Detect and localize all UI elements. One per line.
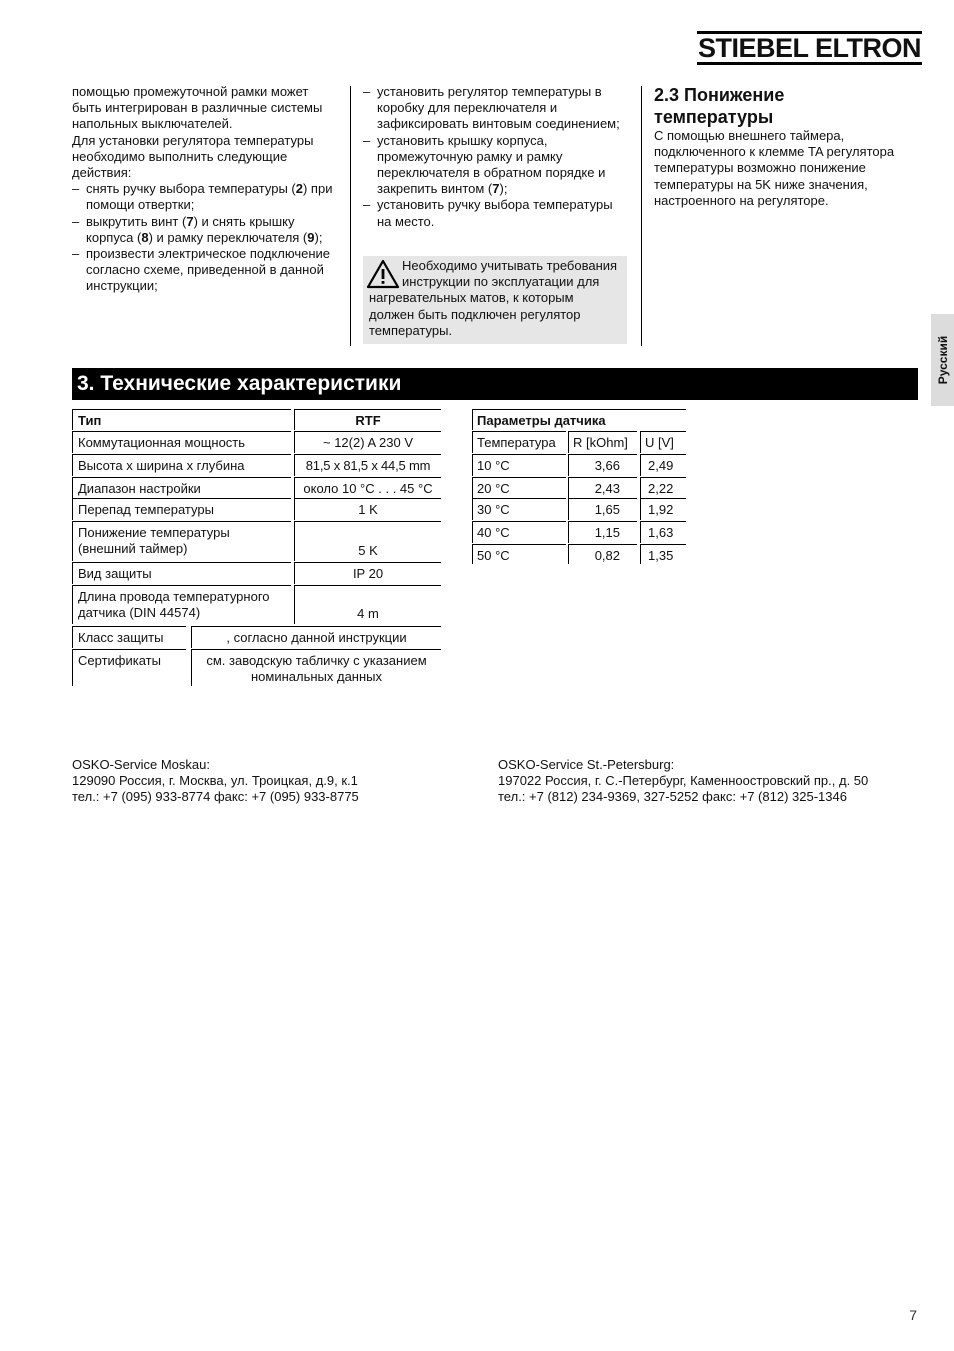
- spec-row-value: ~ 12(2) A 230 V: [294, 431, 441, 453]
- sensor-cell: 2,49: [640, 454, 686, 476]
- spec-header-label: Тип: [72, 409, 291, 430]
- sensor-column-header: U [V]: [640, 431, 686, 453]
- section-heading-2-3: 2.3 Понижение температуры: [654, 85, 785, 127]
- sensor-cell: 50 °C: [472, 544, 566, 564]
- sensor-column-header: Температура: [472, 431, 566, 453]
- contact-address: 129090 Россия, г. Москва, ул. Троицкая, д.9, к.1: [72, 773, 358, 789]
- contact-st-petersburg: [498, 757, 868, 806]
- spec-row-label: Коммутационная мощность: [72, 431, 291, 453]
- spec-row-label: Вид защиты: [72, 562, 291, 584]
- contact-phone: тел.: +7 (812) 234-9369, 327-5252 факс: +7 (812) 325-1346: [498, 789, 847, 805]
- list-item: – установить крышку корпуса, промежуточную рамку и рамку переключателя в обратном порядке и закрепить винтом (7);: [363, 133, 629, 198]
- list-item: – произвести электрическое подключение согласно схеме, приведенной в данной инструкции;: [72, 246, 340, 295]
- spec-row-label: Высота x ширина x глубина: [72, 454, 291, 476]
- col1-paragraph-2: Для установки регулятора температуры необходимо выполнить следующие действия:: [72, 132, 314, 181]
- language-tab: Русский: [931, 314, 954, 406]
- sensor-cell: 3,66: [568, 454, 637, 476]
- sensor-cell: 2,43: [568, 477, 637, 499]
- column-3: [654, 84, 918, 209]
- spec-row-value: около 10 °C . . . 45 °C: [294, 477, 441, 499]
- sensor-cell: 30 °C: [472, 498, 566, 520]
- sensor-table-title: Параметры датчика: [472, 409, 686, 430]
- sensor-cell: 2,22: [640, 477, 686, 499]
- sensor-cell: 20 °C: [472, 477, 566, 499]
- sensor-column-header: R [kOhm]: [568, 431, 637, 453]
- sensor-cell: 0,82: [568, 544, 637, 564]
- contact-name: OSKO-Service St.-Petersburg:: [498, 757, 675, 772]
- list-item: – выкрутить винт (7) и снять крышку корпуса (8) и рамку переключателя (9);: [72, 214, 340, 246]
- contact-name: OSKO-Service Moskau:: [72, 757, 210, 772]
- spec-row-value: 4 m: [294, 585, 441, 624]
- spec-row-value: IP 20: [294, 562, 441, 584]
- spec-row-value: см. заводскую табличку с указанием номинальных данных: [191, 649, 441, 686]
- spec-header-value: RTF: [294, 409, 441, 430]
- column-divider: [350, 86, 351, 346]
- sensor-cell: 40 °C: [472, 521, 566, 543]
- warning-note-text: Необходимо учитывать требования инструкции по эксплуатации для нагревательных матов, к которым должен быть подключен регулятор температуры.: [369, 258, 618, 338]
- sensor-cell: 1,92: [640, 498, 686, 520]
- brand-logo: STIEBEL ELTRON: [697, 33, 921, 63]
- sensor-cell: 1,65: [568, 498, 637, 520]
- list-item: – установить регулятор температуры в коробку для переключателя и зафиксировать винтовым соединением;: [363, 84, 629, 133]
- sensor-cell: 10 °C: [472, 454, 566, 476]
- contact-moscow: [72, 757, 359, 806]
- spec-row-label: Диапазон настройки: [72, 477, 291, 499]
- column-2: [363, 84, 629, 230]
- spec-row-value: , согласно данной инструкции: [191, 626, 441, 648]
- warning-note: [363, 256, 627, 344]
- spec-row-label: Сертификаты: [72, 649, 186, 686]
- spec-row-label: Длина провода температурного датчика (DIN 44574): [72, 585, 291, 624]
- contact-phone: тел.: +7 (095) 933-8774 факс: +7 (095) 933-8775: [72, 789, 359, 805]
- contact-address: 197022 Россия, г. С.-Петербург, Каменноостровский пр., д. 50: [498, 773, 869, 789]
- spec-row-label: Класс защиты: [72, 626, 186, 648]
- sensor-cell: 1,63: [640, 521, 686, 543]
- list-item: – снять ручку выбора температуры (2) при помощи отвертки;: [72, 181, 340, 213]
- sensor-cell: 1,15: [568, 521, 637, 543]
- list-item: – установить ручку выбора температуры на место.: [363, 197, 629, 229]
- spec-row-value: 5 K: [294, 521, 441, 561]
- column-1: [72, 84, 340, 295]
- section-title-3: 3. Технические характеристики: [72, 368, 918, 400]
- warning-triangle-icon: [366, 259, 400, 289]
- column-divider: [641, 86, 642, 346]
- spec-row-value: 1 K: [294, 498, 441, 520]
- spec-row-label: Перепад температуры: [72, 498, 291, 520]
- sensor-cell: 1,35: [640, 544, 686, 564]
- spec-row-label: Понижение температуры (внешний таймер): [72, 521, 291, 561]
- spec-row-value: 81,5 x 81,5 x 44,5 mm: [294, 454, 441, 476]
- col1-paragraph-1: помощью промежуточной рамки может быть интегрирован в различные системы напольных выключателей.: [72, 84, 323, 132]
- page-number: 7: [909, 1307, 917, 1323]
- col3-paragraph: С помощью внешнего таймера, подключенного к клемме TA регулятора температуры возможно понижение температуры на 5K ниже значения, настроенного на регуляторе.: [654, 128, 895, 208]
